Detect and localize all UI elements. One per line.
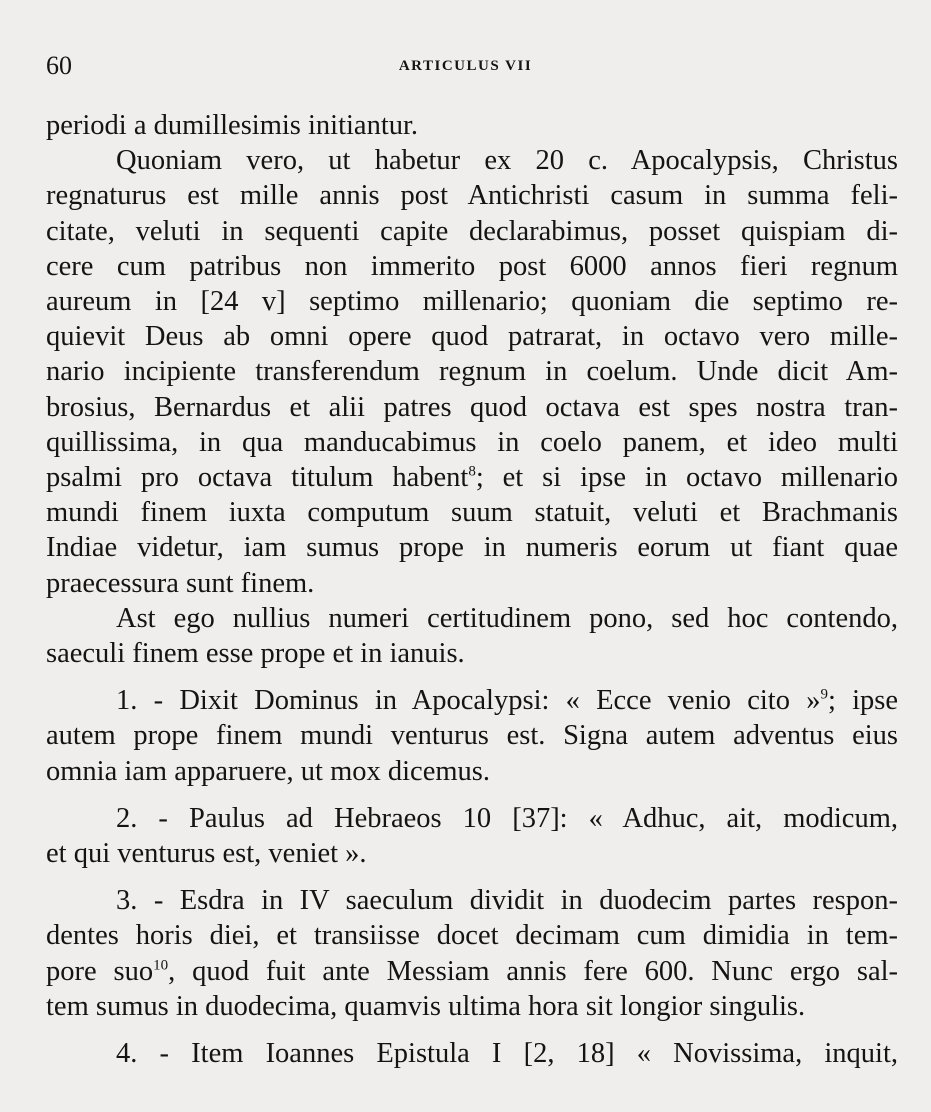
text-fragment: pore suo (46, 955, 154, 987)
body-text (46, 108, 898, 1071)
text-line: brosius, Bernardus et alii patres quod octava est spes nostra tran- (46, 391, 898, 423)
text-line (46, 954, 898, 989)
text-line: tem sumus in duodecima, quamvis ultima hora sit longior singulis. (46, 990, 806, 1022)
running-head (46, 50, 885, 82)
text-line: 3. - Esdra in IV saeculum dividit in duodecim partes respon- (116, 885, 898, 917)
text-line: omnia iam apparuere, ut mox dicemus. (46, 755, 490, 787)
paragraph-3 (46, 601, 898, 671)
text-line (46, 683, 898, 718)
text-fragment: 1. - Dixit Dominus in Apocalypsi: « Ecce venio cito » (116, 685, 821, 717)
text-line: autem prope finem mundi venturus est. Signa autem adventus eius (46, 720, 898, 752)
footnote-ref-8: 8 (468, 463, 476, 480)
text-line: regnaturus est mille annis post Antichristi casum in summa feli- (46, 180, 898, 212)
text-line: nario incipiente transferendum regnum in coelum. Unde dicit Am- (46, 356, 898, 388)
text-line: periodi a dumillesimis initiantur. (46, 110, 419, 141)
text-line: mundi finem iuxta computum suum statuit, veluti et Brachmanis (46, 497, 898, 529)
numbered-point-3 (46, 883, 898, 1024)
numbered-point-4 (46, 1036, 898, 1071)
text-line: aureum in [24 v] septimo millenario; quoniam die septimo re- (46, 286, 898, 318)
text-line: Indiae videtur, iam sumus prope in numeris eorum ut fiant quae (46, 532, 898, 564)
numbered-point-2 (46, 801, 898, 871)
paragraph-1 (46, 108, 898, 143)
text-line: dentes horis diei, et transiisse docet decimam cum dimidia in tem- (46, 920, 898, 952)
text-line: et qui venturus est, veniet ». (46, 838, 367, 870)
footnote-ref-10: 10 (153, 957, 169, 974)
text-fragment: psalmi pro octava titulum habent (46, 462, 469, 494)
text-fragment: , quod fuit ante Messiam annis fere 600. Nunc ergo sal- (168, 955, 899, 987)
running-title: ARTICULUS VII (398, 58, 533, 74)
text-line: citate, veluti in sequenti capite declarabimus, posset quispiam di- (46, 215, 898, 247)
paragraph-2 (46, 143, 898, 601)
text-line: quievit Deus ab omni opere quod patrarat, in octavo vero mille- (46, 321, 898, 353)
text-line: cere cum patribus non immerito post 6000 annos fieri regnum (46, 250, 898, 282)
footnote-ref-9: 9 (820, 686, 828, 703)
text-line: Ast ego nullius numeri certitudinem pono, sed hoc contendo, (116, 602, 898, 634)
text-line: praecessura sunt finem. (46, 567, 315, 599)
text-line: Quoniam vero, ut habetur ex 20 c. Apocalypsis, Christus (116, 145, 898, 177)
text-line: quillissima, in qua manducabimus in coelo panem, et ideo multi (46, 426, 898, 458)
numbered-point-1 (46, 683, 898, 789)
text-fragment: ; ipse (827, 685, 899, 717)
text-fragment: ; et si ipse in octavo millenario (475, 462, 898, 494)
text-line: 4. - Item Ioannes Epistula I [2, 18] « Novissima, inquit, (116, 1038, 898, 1070)
text-line (46, 460, 898, 495)
page-number: 60 (46, 51, 72, 80)
text-line: saeculi finem esse prope et in ianuis. (46, 638, 465, 670)
text-line: 2. - Paulus ad Hebraeos 10 [37]: « Adhuc, ait, modicum, (116, 802, 898, 834)
